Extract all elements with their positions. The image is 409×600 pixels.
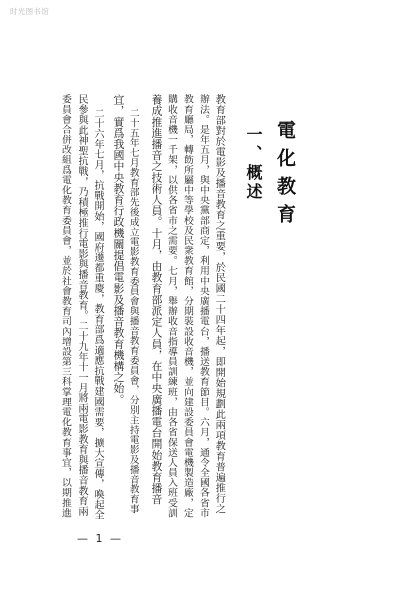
text-line: 宜，實爲我國中央教育行政機關提倡電影及播音教育機構之始。	[111, 94, 125, 405]
text-line: 養成推進播音之技術人員。十月，由教育部派定人員，在中央廣播電台開始教育播音	[149, 94, 163, 505]
text-line: 教育部對於電影及播音教育之重要，於民國二十四年起，即開始規劃此兩項教育普遍推行之	[213, 94, 226, 514]
page-title: 電化教育	[274, 120, 296, 232]
section-heading: 一、概述	[244, 126, 263, 202]
text-line: 辦法。是年五月，與中央黨部商定，利用中央廣播電台，播送教育節目。六月，通令全國各省市	[197, 94, 209, 518]
text-line: 委員會合併改組爲電化教育委員會，並於社會教育司內增設第三科掌理電化教育事宜，以期推進	[59, 94, 71, 518]
text-line: 教育廳局，轉飭所屬中等學校及民衆教育館，分期裝設收音機，並向建設委員會電機製造廠，定	[181, 94, 193, 518]
page-number: — 1 —	[77, 532, 123, 545]
text-line: 二十六年七月，抗戰開始，國府遷都重慶，教育部爲適應抗戰建國需要，擴大宣傳，喚起全	[92, 108, 104, 520]
watermark-text: 时光图书馆	[10, 7, 49, 16]
text-line: 購收音機一千架，以供各省市之需要。七月，舉辦收音指導員訓練班，由各省保送人員入班受訓	[165, 94, 177, 518]
text-line: 民參與此神聖抗戰，乃積極推行電影與播音教育。二十九年十一月將兩電影教育與播音教育兩	[76, 94, 88, 517]
text-line: 二十五年七月教育部先後成立電影教育委員會與播音教育委員會，分別主持電影及播音教育事	[127, 108, 139, 514]
